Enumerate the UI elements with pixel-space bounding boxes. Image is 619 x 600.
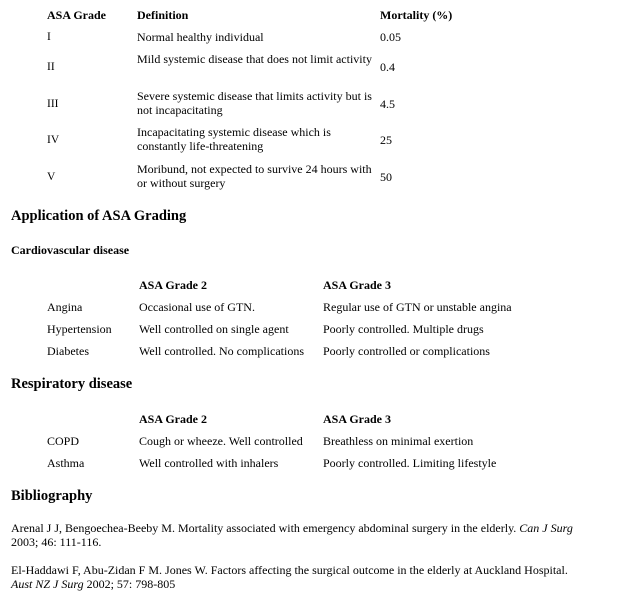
ref-authors: Arenal J J, Bengoechea-Beeby M. Mortality associated with emergency abdominal surgery in the elderly.	[11, 521, 517, 535]
grade-cell: I	[47, 31, 51, 43]
ref-journal: Aust NZ J Surg	[11, 577, 84, 591]
definition-cell: Severe systemic disease that limits activity but is not incapacitating	[137, 89, 372, 117]
table-row	[47, 322, 607, 336]
mortality-cell: 50	[380, 170, 392, 184]
grade2-cell: Well controlled with inhalers	[139, 456, 279, 470]
ref-details: 2003; 46: 111-116.	[11, 535, 102, 549]
table-row	[47, 456, 607, 470]
header-definition: Definition	[137, 8, 189, 22]
application-heading: Application of ASA Grading	[11, 208, 187, 224]
table-row	[47, 300, 607, 314]
condition-cell: Angina	[47, 300, 83, 314]
header-mortality: Mortality (%)	[380, 8, 453, 22]
mortality-cell: 4.5	[380, 97, 395, 111]
mortality-cell: 0.4	[380, 60, 395, 74]
definition-cell: Moribund, not expected to survive 24 hours with or without surgery	[137, 162, 372, 190]
table-row	[47, 344, 607, 358]
resp-col-grade3: ASA Grade 3	[323, 412, 392, 426]
grade3-cell: Regular use of GTN or unstable angina	[323, 300, 512, 314]
grade2-cell: Well controlled on single agent	[139, 322, 289, 336]
grade3-cell: Breathless on minimal exertion	[323, 434, 474, 448]
bibliography-ref	[11, 563, 611, 591]
definition-cell: Incapacitating systemic disease which is constantly life-threatening	[137, 125, 331, 153]
condition-cell: COPD	[47, 434, 80, 448]
condition-cell: Diabetes	[47, 344, 89, 358]
condition-cell: Asthma	[47, 456, 85, 470]
condition-cell: Hypertension	[47, 322, 112, 336]
cardio-col-grade2: ASA Grade 2	[139, 278, 208, 292]
definition-cell: Mild systemic disease that does not limit activity	[137, 52, 372, 66]
grade2-cell: Occasional use of GTN.	[139, 300, 255, 314]
grade3-cell: Poorly controlled or complications	[323, 344, 490, 358]
grade2-cell: Cough or wheeze. Well controlled	[139, 434, 303, 448]
grade-cell: III	[47, 98, 59, 110]
cardiovascular-heading: Cardiovascular disease	[11, 243, 130, 257]
header-asa-grade: ASA Grade	[47, 8, 107, 22]
definition-cell: Normal healthy individual	[137, 30, 264, 44]
resp-col-grade2: ASA Grade 2	[139, 412, 208, 426]
ref-journal: Can J Surg	[519, 521, 573, 535]
cardio-col-grade3: ASA Grade 3	[323, 278, 392, 292]
respiratory-heading: Respiratory disease	[11, 376, 133, 392]
grade-cell: V	[47, 171, 56, 183]
grade-cell: IV	[47, 134, 60, 146]
grade-cell: II	[47, 61, 55, 73]
mortality-cell: 25	[380, 133, 392, 147]
ref-authors: El-Haddawi F, Abu-Zidan F M. Jones W. Factors affecting the surgical outcome in the elderly at Auckland Hospital.	[11, 563, 568, 577]
mortality-cell: 0.05	[380, 30, 401, 44]
grade3-cell: Poorly controlled. Limiting lifestyle	[323, 456, 497, 470]
grade2-cell: Well controlled. No complications	[139, 344, 304, 358]
grade3-cell: Poorly controlled. Multiple drugs	[323, 322, 484, 336]
table-row	[47, 434, 607, 448]
ref-details: 2002; 57: 798-805	[86, 577, 176, 591]
bibliography-ref	[11, 521, 611, 549]
bibliography-heading: Bibliography	[11, 488, 93, 504]
